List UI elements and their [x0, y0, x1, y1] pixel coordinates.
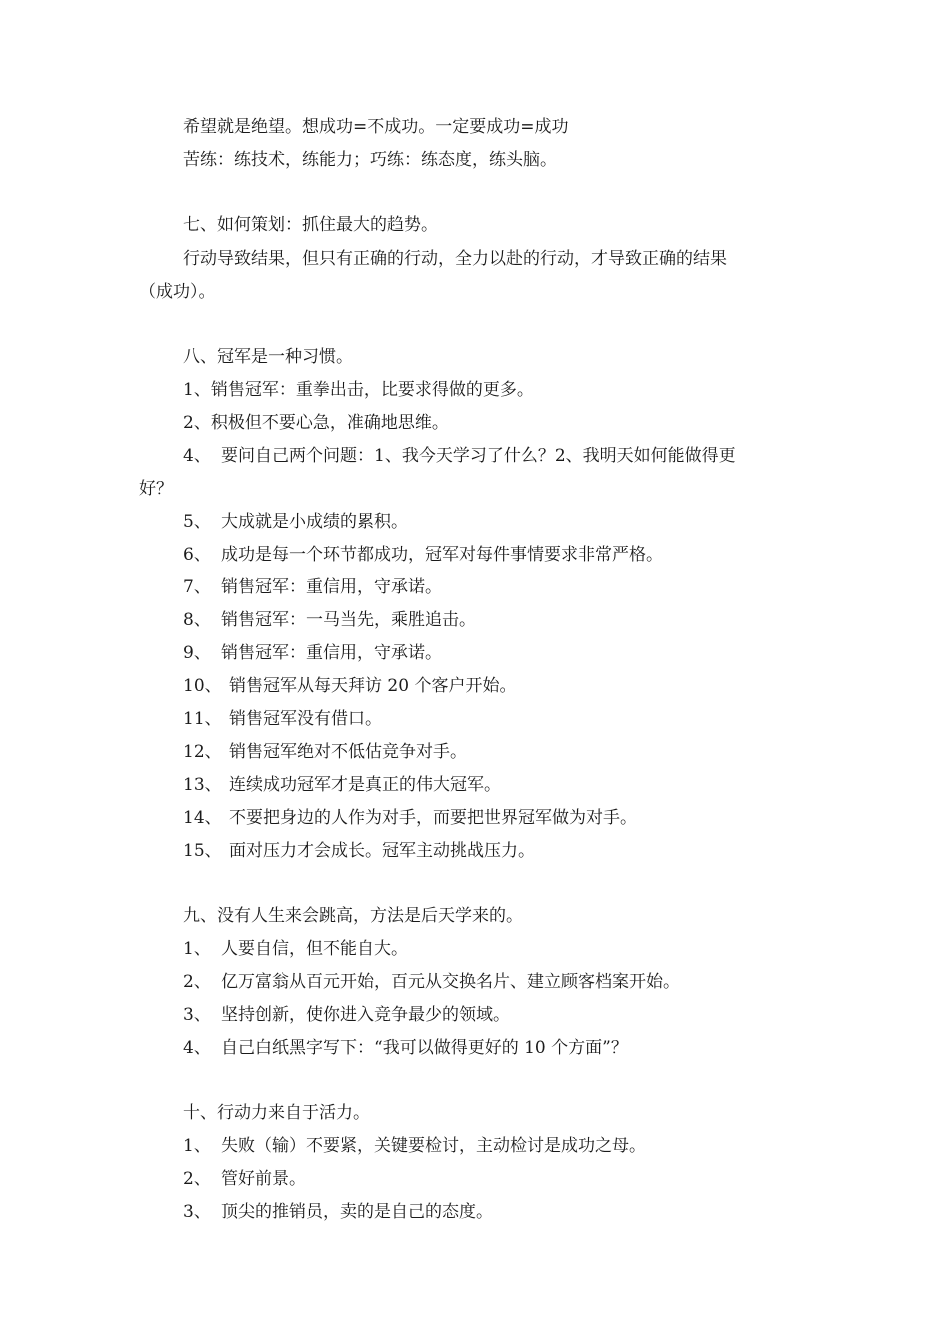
- list-item: [0, 740, 950, 764]
- list-text: 自己白纸黑字写下：“我可以做得更好的 10 个方面”？: [221, 1038, 628, 1058]
- list-item: [0, 806, 950, 830]
- list-text: 失败（输）不要紧，关键要检讨，主动检讨是成功之母。: [221, 1136, 646, 1156]
- list-item: [0, 575, 950, 599]
- list-text: 连续成功冠军才是真正的伟大冠军。: [229, 775, 501, 795]
- section-heading: 十、行动力来自于活力。: [183, 1103, 370, 1123]
- text-line: 行动导致结果，但只有正确的行动，全力以赴的行动，才导致正确的结果: [183, 249, 727, 269]
- list-item: [0, 674, 950, 698]
- list-number: 1、: [183, 939, 211, 959]
- list-text: 顶尖的推销员，卖的是自己的态度。: [221, 1202, 493, 1222]
- list-text: 销售冠军：重信用，守承诺。: [221, 643, 442, 663]
- section-heading: 七、如何策划：抓住最大的趋势。: [183, 215, 438, 235]
- list-number: 15、: [183, 841, 222, 861]
- list-item: [0, 444, 950, 468]
- list-item: [0, 1134, 950, 1158]
- list-text: 销售冠军绝对不低估竞争对手。: [229, 742, 467, 762]
- section-heading: 八、冠军是一种习惯。: [183, 347, 353, 367]
- list-text: 销售冠军：一马当先，乘胜追击。: [221, 610, 476, 630]
- list-item: [0, 510, 950, 534]
- list-item: [0, 937, 950, 961]
- list-item: [0, 543, 950, 567]
- list-item: [0, 773, 950, 797]
- list-number: 7、: [183, 577, 211, 597]
- list-item: [0, 1167, 950, 1191]
- text-line: 希望就是绝望。想成功=不成功。一定要成功=成功: [183, 117, 569, 137]
- list-item: 1、销售冠军：重拳出击，比要求得做的更多。: [183, 380, 534, 400]
- list-text: 管好前景。: [221, 1169, 306, 1189]
- list-item: [0, 970, 950, 994]
- list-text: 大成就是小成绩的累积。: [221, 512, 408, 532]
- list-text: 坚持创新，使你进入竞争最少的领域。: [221, 1005, 510, 1025]
- list-number: 1、: [183, 1136, 211, 1156]
- list-text: 面对压力才会成长。冠军主动挑战压力。: [229, 841, 535, 861]
- list-number: 10、: [183, 676, 222, 696]
- list-number: 4、: [183, 1038, 211, 1058]
- list-item: [0, 1200, 950, 1224]
- list-number: 3、: [183, 1005, 211, 1025]
- list-item: [0, 707, 950, 731]
- text-line: 苦练：练技术，练能力；巧练：练态度，练头脑。: [183, 150, 557, 170]
- list-text: 人要自信，但不能自大。: [221, 939, 408, 959]
- list-number: 3、: [183, 1202, 211, 1222]
- list-text: 成功是每一个环节都成功，冠军对每件事情要求非常严格。: [221, 545, 663, 565]
- list-number: 9、: [183, 643, 211, 663]
- list-number: 4、: [183, 446, 211, 466]
- list-item: [0, 839, 950, 863]
- list-text: 销售冠军没有借口。: [229, 709, 382, 729]
- list-number: 2、: [183, 1169, 211, 1189]
- list-number: 2、: [183, 972, 211, 992]
- list-number: 14、: [183, 808, 222, 828]
- text-line: （成功）。: [139, 282, 216, 302]
- text-line: 好？: [139, 479, 173, 499]
- list-number: 11、: [183, 709, 222, 729]
- list-text: 要问自己两个问题：1、我今天学习了什么？2、我明天如何能做得更: [221, 446, 736, 466]
- list-item: [0, 1036, 950, 1060]
- list-item: [0, 641, 950, 665]
- list-number: 5、: [183, 512, 211, 532]
- list-text: 销售冠军：重信用，守承诺。: [221, 577, 442, 597]
- list-item: 2、积极但不要心急，准确地思维。: [183, 413, 449, 433]
- list-number: 6、: [183, 545, 211, 565]
- list-text: 销售冠军从每天拜访 20 个客户开始。: [229, 676, 517, 696]
- list-number: 13、: [183, 775, 222, 795]
- list-text: 亿万富翁从百元开始，百元从交换名片、建立顾客档案开始。: [221, 972, 680, 992]
- list-number: 8、: [183, 610, 211, 630]
- list-item: [0, 1003, 950, 1027]
- list-item: [0, 608, 950, 632]
- section-heading: 九、没有人生来会跳高，方法是后天学来的。: [183, 906, 523, 926]
- list-text: 不要把身边的人作为对手，而要把世界冠军做为对手。: [229, 808, 637, 828]
- list-number: 12、: [183, 742, 222, 762]
